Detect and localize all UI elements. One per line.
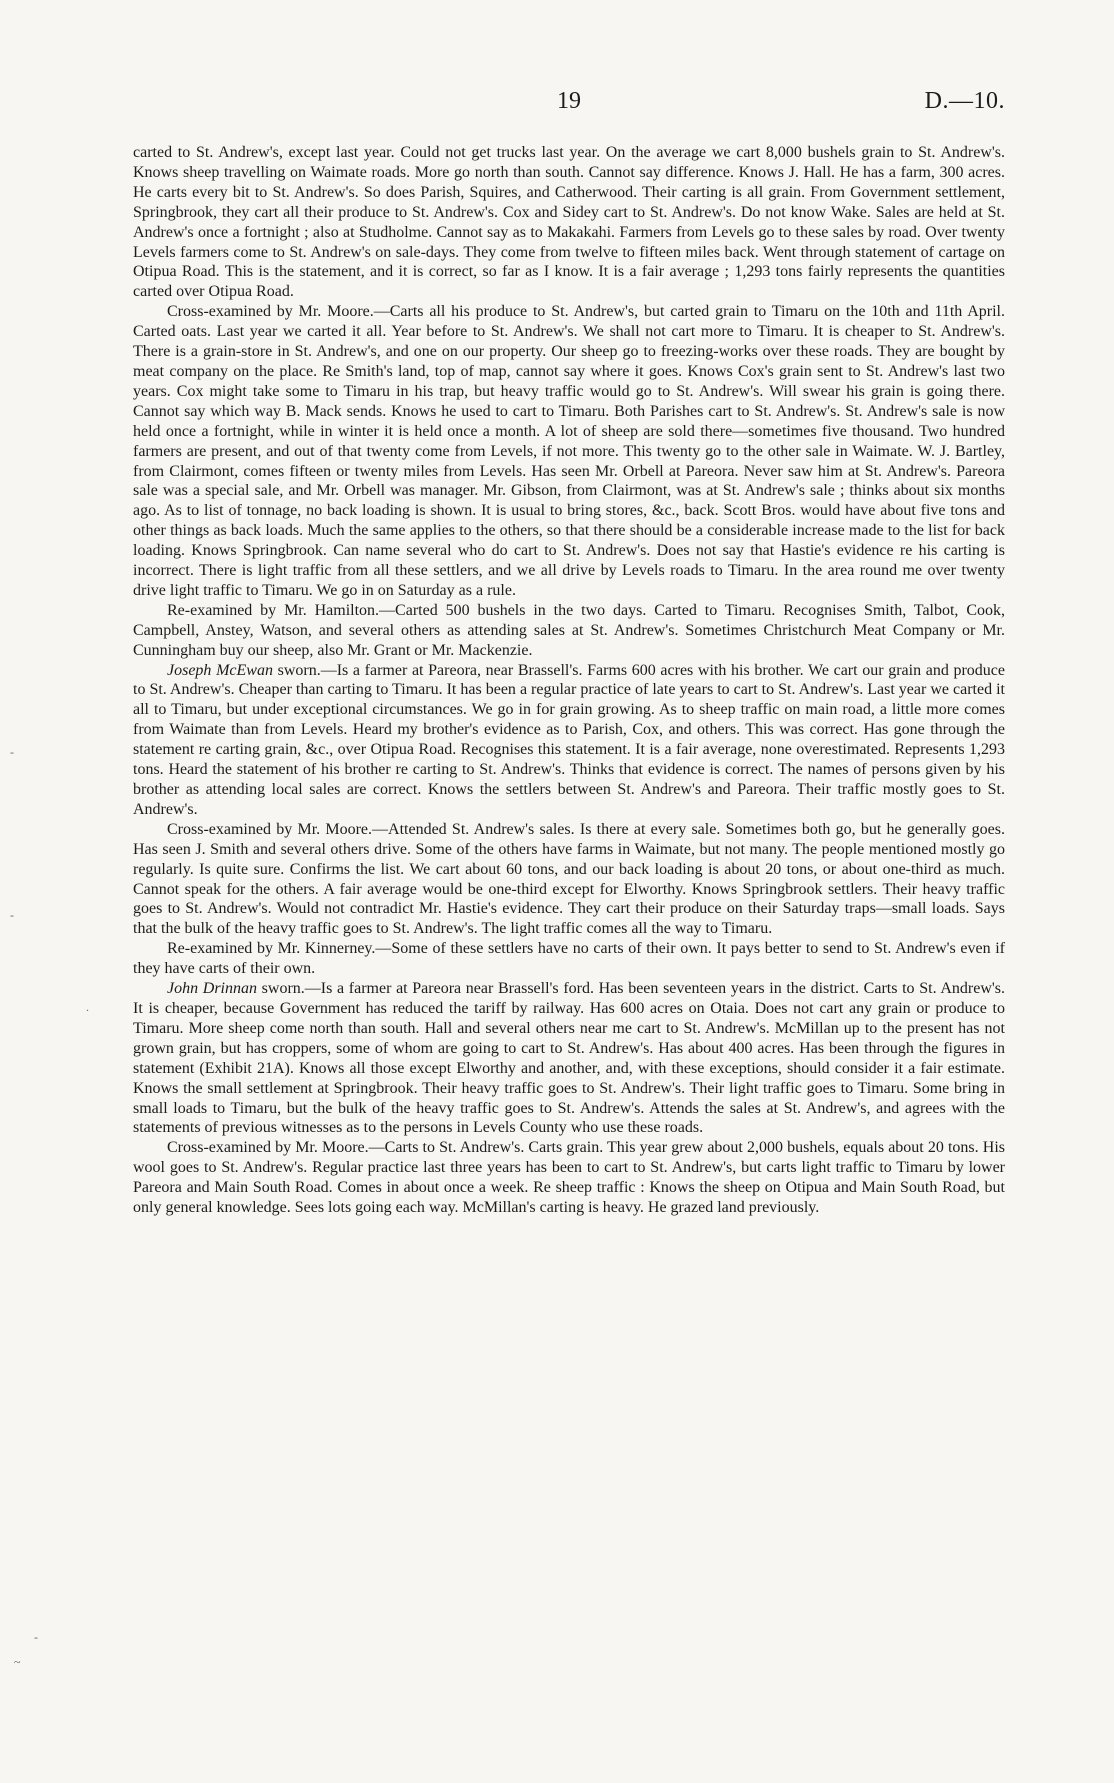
page-number: 19 [557, 88, 581, 114]
margin-mark: ~ [14, 1655, 21, 1669]
paragraph: carted to St. Andrew's, except last year. Could not get trucks last year. On the average we cart 8,000 bushels grain to St. Andrew's. Knows sheep travelling on Waimate roads. More go north than south. Cannot say difference. Knows J. Hall. He has a farm, 300 acres. He carts every bit to St. Andrew's. So does Parish, Squires, and Catherwood. Their carting is all grain. From Government settlement, Springbrook, they cart all their produce to St. Andrew's. Cox and Sidey cart to St. Andrew's. Do not know Wake. Sales are held at St. Andrew's once a fortnight ; also at Studholme. Cannot say as to Makakahi. Farmers from Levels go to these sales by road. Over twenty Levels farmers come to St. Andrew's on sale-days. They come from twelve to fifteen miles back. Went through statement of cartage on Otipua Road. This is the statement, and it is correct, so far as I know. It is a fair average ; 1,293 tons fairly represents the quantities carted over Otipua Road. [133, 144, 1005, 301]
margin-mark: . [86, 1000, 89, 1014]
document-reference: D.—10. [924, 88, 1005, 114]
document-body [133, 143, 1005, 1218]
paragraph [133, 979, 1005, 1138]
paragraph: Re-examined by Mr. Kinnerney.—Some of these settlers have no carts of their own. It pays better to send to St. Andrew's even if they have carts of their own. [133, 940, 1005, 978]
paragraph: Cross-examined by Mr. Moore.—Carts to St. Andrew's. Carts grain. This year grew about 2,000 bushels, equals about 20 tons. His wool goes to St. Andrew's. Regular practice last three years has been to cart to St. Andrew's, but carts light traffic to Timaru by lower Pareora and Main South Road. Comes in about once a week. Re sheep traffic : Knows the sheep on Otipua and Main South Road, but only general knowledge. Sees lots going each way. McMillan's carting is heavy. He grazed land previously. [133, 1139, 1005, 1217]
witness-name: Joseph McEwan [167, 661, 273, 679]
paragraph-text: sworn.—Is a farmer at Pareora, near Brassell's. Farms 600 acres with his brother. We cart our grain and produce to St. Andrew's. Cheaper than carting to Timaru. It has been a regular practice of late years to cart to St. Andrew's. Last year we carted it all to Timaru, but under exceptional circumstances. We go in for grain growing. As to sheep traffic on main road, a little more comes from Waimate than from Levels. Heard my brother's evidence as to Parish, Cox, and others. This was correct. Has gone through the statement re carting grain, &c., over Otipua Road. Recognises this statement. It is a fair average, none overestimated. Represents 1,293 tons. Heard the statement of his brother re carting to St. Andrew's. Thinks that evidence is correct. The names of persons given by his brother as attending local sales are correct. Knows the settlers between St. Andrew's and Pareora. Their traffic mostly goes to St. Andrew's. [133, 661, 1005, 818]
margin-mark: - [34, 1630, 38, 1644]
margin-mark: - [10, 908, 14, 922]
paragraph: Cross-examined by Mr. Moore.—Attended St. Andrew's sales. Is there at every sale. Sometimes both go, but he generally goes. Has seen J. Smith and several others drive. Some of the others have farms in Waimate, but not many. The people mentioned mostly go regularly. Is quite sure. Confirms the list. We cart about 60 tons, and our back loading is about 20 tons, or about one-third as much. Cannot speak for the others. A fair average would be one-third except for Elworthy. Knows Springbrook settlers. Their heavy traffic goes to St. Andrew's. Would not contradict Mr. Hastie's evidence. They cart their produce on their Saturday traps—small loads. Says that the bulk of the heavy traffic goes to St. Andrew's. The light traffic comes all the way to Timaru. [133, 820, 1005, 938]
witness-name: John Drinnan [167, 980, 257, 998]
margin-mark: - [10, 745, 14, 759]
paragraph: Cross-examined by Mr. Moore.—Carts all his produce to St. Andrew's, but carted grain to Timaru on the 10th and 11th April. Carted oats. Last year we carted it all. Year before to St. Andrew's. We shall not cart more to Timaru. It is cheaper to St. Andrew's. There is a grain-store in St. Andrew's, and one on our property. Our sheep go to freezing-works over these roads. They are bought by meat company on the place. Re Smith's land, top of map, cannot say where it goes. Knows Cox's grain sent to St. Andrew's last two years. Cox might take some to Timaru in his trap, but heavy traffic would go to St. Andrew's. Will swear his grain is going there. Cannot say which way B. Mack sends. Knows he used to cart to Timaru. Both Parishes cart to St. Andrew's. St. Andrew's sale is now held once a fortnight, while in winter it is held once a month. A lot of sheep are sold there—sometimes five thousand. Two hundred farmers are present, and out of that twenty come from Levels, if not more. This twenty go to the other sale in Waimate. W. J. Bartley, from Clairmont, comes fifteen or twenty miles from Levels. Has seen Mr. Orbell at Pareora. Never saw him at St. Andrew's. Pareora sale was a special sale, and Mr. Orbell was manager. Mr. Gibson, from Clairmont, was at St. Andrew's sale ; thinks about six months ago. As to list of tonnage, no back loading is shown. It is usual to bring stores, &c., back. Scott Bros. would have about five tons and other things as back loads. Much the same applies to the others, so that there should be a considerable increase made to the list for back loading. Knows Springbrook. Can name several who do cart to St. Andrew's. Does not say that Hastie's evidence re his carting is incorrect. There is light traffic from all these settlers, and we all drive by Levels roads to Timaru. In the area round me over twenty drive light traffic to Timaru. We go in on Saturday as a rule. [133, 303, 1005, 599]
paragraph-text: sworn.—Is a farmer at Pareora near Brassell's ford. Has been seventeen years in the district. Carts to St. Andrew's. It is cheaper, because Government has reduced the tariff by railway. Has 600 acres on Otaia. Does not cart any grain or produce to Timaru. More sheep come north than south. Hall and several others near me cart to St. Andrew's. McMillan up to the present has not grown grain, but has croppers, some of whom are going to cart to St. Andrew's. Has about 400 acres. Has been through the figures in statement (Exhibit 21A). Knows all those except Elworthy and another, and, with these exceptions, should consider it a fair estimate. Knows the small settlement at Springbrook. Their heavy traffic goes to St. Andrew's. Their light traffic goes to Timaru. Some bring in small loads to Timaru, but the bulk of the heavy traffic goes to St. Andrew's. Attends the sales at St. Andrew's, and agrees with the statements of previous witnesses as to the persons in Levels County who use these roads. [133, 980, 1006, 1137]
page-header [133, 88, 1005, 116]
paragraph: Re-examined by Mr. Hamilton.—Carted 500 bushels in the two days. Carted to Timaru. Recognises Smith, Talbot, Cook, Campbell, Anstey, Watson, and several others as attending sales at St. Andrew's. Sometimes Christchurch Meat Company or Mr. Cunningham buy our sheep, also Mr. Grant or Mr. Mackenzie. [133, 601, 1005, 659]
paragraph [133, 661, 1005, 820]
